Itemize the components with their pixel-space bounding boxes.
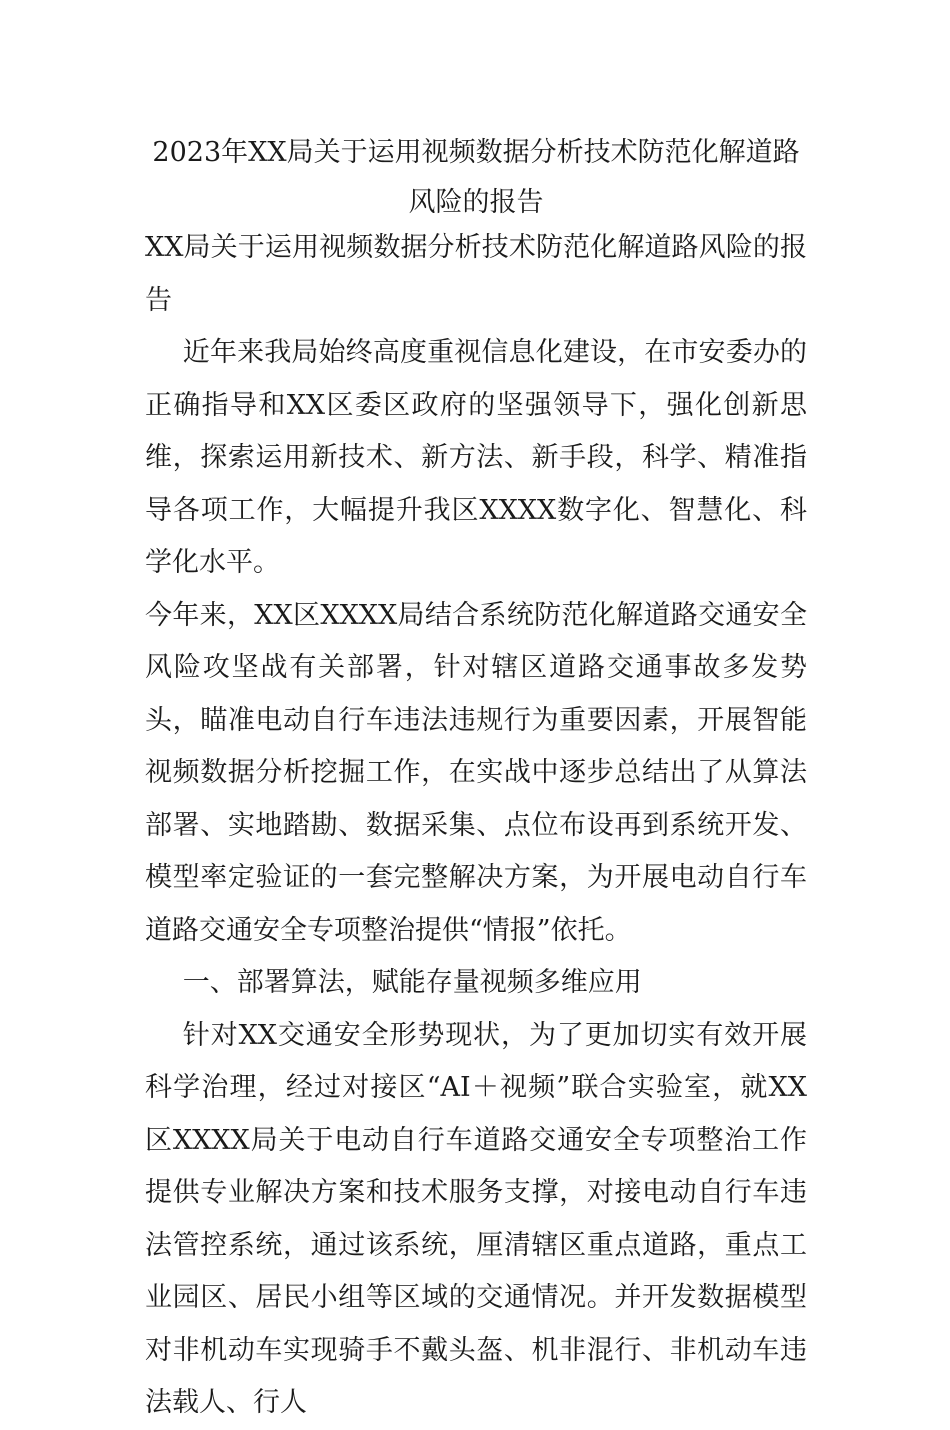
- document-body: [145, 222, 807, 1430]
- paragraph-background: 今年来，XX区XXXX局结合系统防范化解道路交通安全风险攻坚战有关部署，针对辖区道路交通事故多发势头，瞄准电动自行车违法违规行为重要因素，开展智能视频数据分析挖掘工作，在实战中逐步总结出了从算法部署、实地踏勘、数据采集、点位布设再到系统开发、模型率定验证的一套完整解决方案，为开展电动自行车道路交通安全专项整治提供“情报”依托。: [145, 599, 807, 946]
- document-title: 2023年XX局关于运用视频数据分析技术防范化解道路风险的报告: [152, 137, 800, 218]
- document-subtitle: XX局关于运用视频数据分析技术防范化解道路风险的报告: [145, 232, 807, 316]
- section-heading-1: 一、部署算法，赋能存量视频多维应用: [182, 967, 642, 998]
- paragraph-intro: 近年来我局始终高度重视信息化建设，在市安委办的正确指导和XX区委区政府的坚强领导下，强化创新思维，探索运用新技术、新方法、新手段，科学、精准指导各项工作，大幅提升我区XXXX数字化、智慧化、科学化水平。: [145, 337, 807, 578]
- paragraph-section-1: 针对XX交通安全形势现状，为了更加切实有效开展科学治理，经过对接区“AI＋视频”联合实验室，就XX区XXXX局关于电动自行车道路交通安全专项整治工作提供专业解决方案和技术服务支撑，对接电动自行车违法管控系统，通过该系统，厘清辖区重点道路，重点工业园区、居民小组等区域的交通情况。并开发数据模型对非机动车实现骑手不戴头盔、机非混行、非机动车违法载人、行人: [145, 1019, 807, 1418]
